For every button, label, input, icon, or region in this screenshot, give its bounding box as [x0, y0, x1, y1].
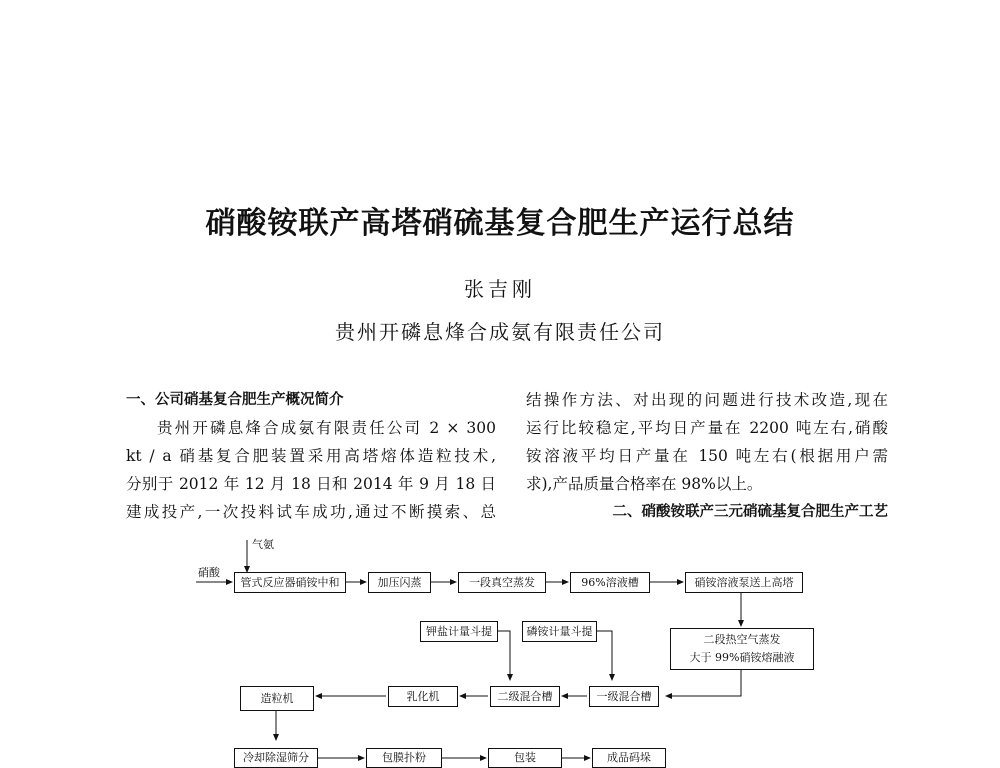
pump-box: 硝铵溶液泵送上高塔 — [685, 572, 803, 593]
packing-box: 包装 — [488, 748, 562, 768]
process-flowchart — [0, 530, 1000, 768]
author-affiliation: 贵州开磷息烽合成氨有限责任公司 — [335, 320, 665, 344]
granulator-box: 造粒机 — [240, 686, 314, 711]
paper-title: 硝酸铵联产高塔硝硫基复合肥生产运行总结 — [205, 206, 795, 241]
tank96-box: 96%溶液槽 — [570, 572, 650, 593]
potash-hopper-box: 钾盐计量斗提 — [420, 621, 498, 642]
cooling-box: 冷却除湿筛分 — [234, 748, 318, 768]
body-line: kt / a 硝基复合肥装置采用高塔熔体造粒技术, — [126, 447, 496, 465]
vacuum2-box — [670, 628, 814, 670]
section-heading-2: 二、硝酸铵联产三元硝硫基复合肥生产工艺 — [612, 504, 888, 520]
body-line: 求),产品质量合格率在 98%以上。 — [526, 475, 763, 493]
vacuum2-line2: 大于 99%硝铵熔融液 — [689, 651, 795, 664]
body-line: 贵州开磷息烽合成氨有限责任公司 2 × 300 — [157, 419, 496, 437]
left-column — [126, 386, 496, 526]
coating-box: 包膜扑粉 — [366, 748, 442, 768]
gas-label: 气氨 — [252, 538, 274, 551]
section-heading-1: 一、公司硝基复合肥生产概况简介 — [126, 392, 344, 408]
flowchart-connectors — [0, 530, 1000, 768]
vacuum2-line1: 二段热空气蒸发 — [703, 633, 781, 646]
body-line: 分别于 2012 年 12 月 18 日和 2014 年 9 月 18 日 — [126, 475, 496, 493]
arrow-map-mixer1 — [597, 631, 612, 680]
map-hopper-box: 磷铵计量斗提 — [522, 621, 597, 642]
vacuum1-box: 一段真空蒸发 — [458, 572, 546, 593]
body-line: 结操作方法、对出现的问题进行技术改造,现在 — [526, 391, 888, 409]
flash-box: 加压闪蒸 — [368, 572, 431, 593]
stacking-box: 成品码垛 — [592, 748, 666, 768]
emulsifier-box: 乳化机 — [388, 686, 458, 707]
author-name: 张吉刚 — [464, 277, 536, 301]
body-line: 运行比较稳定,平均日产量在 2200 吨左右,硝酸 — [526, 419, 888, 437]
mixer2-box: 二级混合槽 — [490, 686, 560, 707]
acid-label: 硝酸 — [198, 566, 220, 579]
body-line: 建成投产,一次投料试车成功,通过不断摸索、总 — [126, 503, 496, 521]
reactor-box: 管式反应器硝铵中和 — [234, 572, 346, 593]
right-column — [526, 386, 888, 526]
body-line: 铵溶液平均日产量在 150 吨左右(根据用户需 — [526, 447, 888, 465]
arrow-vacuum2-mixer1 — [666, 670, 741, 696]
arrow-potash-mixer2 — [498, 631, 510, 680]
mixer1-box: 一级混合槽 — [589, 686, 659, 707]
